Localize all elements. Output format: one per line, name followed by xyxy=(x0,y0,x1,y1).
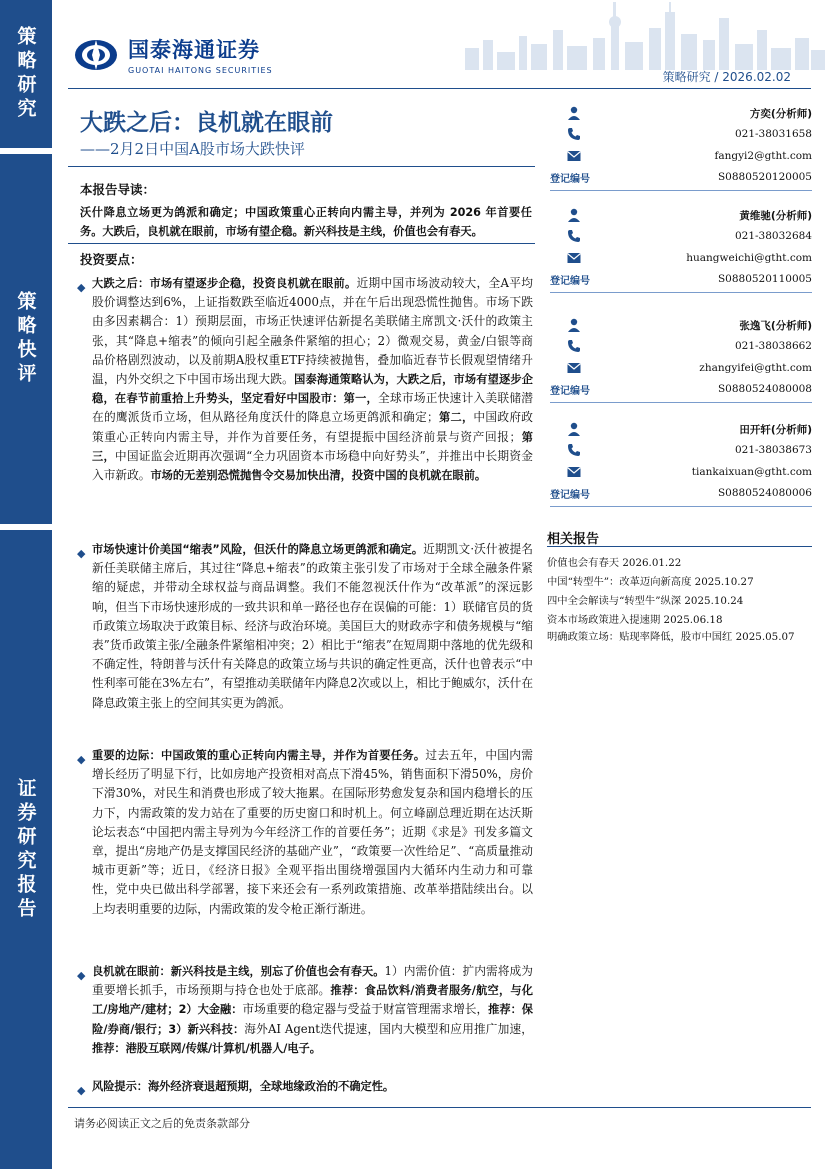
analyst-phone: 021-38031658 xyxy=(734,128,812,140)
point-1 xyxy=(78,274,533,485)
point-3-lead: 重要的边际：中国政策的重心正转向内需主导，并作为首要任务。 xyxy=(92,749,426,762)
point-1-body-1: 近期中国市场波动较大，全A平均股价调整达到6%，上证指数跌至临近4000点，并在午后出现恐慌性抛售。市场下跌由多因素耦合：1）预期层面，市场正快速评估新提名美联储主席凯文·沃什的政策主张，其“降息+缩表”的倾向引起全融条件紧缩的担心；2）微观交易，黄金/白银等商品价格剧烈波动，以及前期A股权重ETF持续被抛售，叠加临近春节长假观望情绪升温，内外交织之下中国市场出现大跌。 xyxy=(92,276,533,387)
related-report-item[interactable]: 资本市场政策进入提速期 2025.06.18 xyxy=(547,614,723,626)
analyst-phone: 021-38038662 xyxy=(734,340,812,352)
registration-label: 登记编号 xyxy=(550,173,590,185)
analyst-divider xyxy=(550,292,812,293)
analyst-phone: 021-38038673 xyxy=(734,444,812,456)
header-divider xyxy=(68,88,811,89)
analyst-email[interactable]: huangweichi@gtht.com xyxy=(686,252,812,264)
phone-icon xyxy=(566,338,582,354)
point-5 xyxy=(78,1077,533,1096)
sidebar-tab-label: 策略研究 xyxy=(14,26,37,122)
person-icon xyxy=(566,421,582,437)
email-icon xyxy=(566,360,582,376)
analyst-divider xyxy=(550,190,812,191)
company-logo xyxy=(74,34,273,75)
point-1-bold-3: 第三， xyxy=(92,430,533,463)
title-divider xyxy=(68,166,535,167)
point-1-bold-1: 国泰海通策略认为，大跌之后，市场有望逐步企稳，在春节前重拾上升势头，坚定看好中国股市：第一， xyxy=(92,373,533,406)
email-icon xyxy=(566,464,582,480)
guide-divider xyxy=(68,243,535,244)
phone-icon xyxy=(566,442,582,458)
report-subtitle: ——2月2日中国A股市场大跌快评 xyxy=(80,140,305,158)
email-icon xyxy=(566,250,582,266)
sidebar-tab-label: 策略快评 xyxy=(14,291,37,387)
point-1-bold-2: 第二， xyxy=(438,411,474,425)
person-icon xyxy=(566,105,582,121)
related-report-item[interactable]: 四中全会解读与“转型牛”纵深 2025.10.24 xyxy=(547,595,744,607)
related-reports-divider xyxy=(547,546,812,547)
diamond-bullet-icon: ◆ xyxy=(77,753,86,766)
point-3-body: 过去五年，中国内需增长经历了明显下行，比如房地产投资相对高点下滑45%，销售面积下滑50%，房价下滑30%，对民生和消费也形成了较大拖累。在国际形势愈发复杂和国内稳增长的压力下，内需政策的发力站在了重要的历史窗口和时机上。何立峰副总理近期在达沃斯论坛表态“中国把内需主导列为今年经济工作的首要任务”；近期《求是》刊发多篇文章，提出“房地产仍是支撑国民经济的基础产业”，“政策要一次性给足”、“高质量推动城市更新”等；近日，《经济日报》全观平指出围绕增强国内大循环内生动力和可靠性，党中央已做出科学部署，接下来还会有一系列政策措施、改革举措陆续出台。以上均表明重要的边际，内需政策的发令枪正渐行渐进。 xyxy=(92,748,533,916)
sidebar-tab-securities-report xyxy=(0,530,52,1169)
sidebar-tab-label: 证券研究报告 xyxy=(14,777,37,922)
point-1-body-4: 中国证监会近期再次强调“全力巩固资本市场稳中向好势头”，并推出中长期资金入市新政。 xyxy=(92,448,533,483)
phone-icon xyxy=(566,126,582,142)
related-report-item[interactable]: 中国“转型牛”：改革迈向新高度 2025.10.27 xyxy=(547,576,754,588)
point-4-body-2: 市场重要的稳定器与受益于财富管理需求增长， xyxy=(242,1002,489,1017)
email-icon xyxy=(566,148,582,164)
logo-mark-icon xyxy=(74,38,118,72)
registration-number: S0880520110005 xyxy=(717,273,812,285)
point-1-body-3: 中国政府政策重心正转向内需主导，并作为首要任务，有望提振中国经济前景与资产回报； xyxy=(92,410,533,444)
point-1-bold-4: 市场的无差别恐慌抛售令交易加快出清，投资中国的良机就在眼前。 xyxy=(150,469,487,483)
registration-label: 登记编号 xyxy=(550,275,590,287)
point-4-body-3: 海外AI Agent迭代提速，国内大模型和应用推广加速， xyxy=(244,1021,533,1036)
diamond-bullet-icon: ◆ xyxy=(77,281,86,294)
point-2-lead: 市场快速计价美国“缩表”风险，但沃什的降息立场更鸽派和确定。 xyxy=(92,543,424,556)
point-4-body-1: 1）内需价值：扩内需将成为重要增长抓手，市场预期与持仓也处于底部。 xyxy=(92,964,533,998)
diamond-bullet-icon: ◆ xyxy=(77,969,86,982)
sidebar-tab-strategy-comment xyxy=(0,154,52,524)
point-5-lead: 风险提示：海外经济衰退超预期，全球地缘政治的不确定性。 xyxy=(92,1080,395,1093)
point-4-bold-1: 推荐：食品饮料/消费者服务/航空，与化工/房地产/建材；2）大金融： xyxy=(92,984,533,1017)
point-4-bold-2: 推荐：保险/券商/银行；3）新兴科技： xyxy=(92,1003,533,1036)
guide-text: 沃什降息立场更为鸽派和确定；中国政策重心正转向内需主导，并列为 2026 年首要任务。大跌后，良机就在眼前，市场有望企稳。新兴科技是主线，价值也会有春天。 xyxy=(80,206,532,238)
points-heading: 投资要点： xyxy=(80,252,143,267)
analyst-name: 方奕(分析师) xyxy=(749,107,812,120)
analyst-email[interactable]: fangyi2@gtht.com xyxy=(714,150,812,162)
related-report-item[interactable]: 明确政策立场：贴现率降低，股市中国红 2025.05.07 xyxy=(547,631,795,643)
analyst-divider xyxy=(550,402,812,403)
registration-label: 登记编号 xyxy=(550,489,590,501)
point-1-lead: 大跌之后：市场有望逐步企稳，投资良机就在眼前。 xyxy=(92,277,357,290)
disclaimer-note: 请务必阅读正文之后的免责条款部分 xyxy=(74,1117,250,1130)
analyst-divider xyxy=(550,506,812,507)
report-category-date: 策略研究 / 2026.02.02 xyxy=(662,70,791,84)
registration-number: S0880520120005 xyxy=(717,171,812,183)
analyst-name: 张逸飞(分析师) xyxy=(739,319,812,332)
person-icon xyxy=(566,207,582,223)
analyst-phone: 021-38032684 xyxy=(734,230,812,242)
report-title: 大跌之后：良机就在眼前 xyxy=(80,110,333,136)
point-4-lead: 良机就在眼前：新兴科技是主线，别忘了价值也会有春天。 xyxy=(92,965,385,978)
logo-name-en: GUOTAI HAITONG SECURITIES xyxy=(128,66,273,75)
point-4-bold-3: 推荐：港股互联网/传媒/计算机/机器人/电子。 xyxy=(92,1041,321,1055)
phone-icon xyxy=(566,228,582,244)
registration-label: 登记编号 xyxy=(550,385,590,397)
point-3 xyxy=(78,746,533,919)
analyst-email[interactable]: zhangyifei@gtht.com xyxy=(699,362,812,374)
registration-number: S0880524080006 xyxy=(717,487,812,499)
related-reports-heading: 相关报告 xyxy=(547,532,600,547)
analyst-name: 田开轩(分析师) xyxy=(739,423,812,436)
diamond-bullet-icon: ◆ xyxy=(77,547,86,560)
guide-heading: 本报告导读： xyxy=(80,182,156,197)
logo-name-cn: 国泰海通证券 xyxy=(128,38,260,62)
diamond-bullet-icon: ◆ xyxy=(77,1084,86,1097)
footer-divider xyxy=(68,1107,811,1108)
point-2 xyxy=(78,540,533,713)
point-2-body: 近期凯文·沃什被提名新任美联储主席后，其过往“降息+缩表”的政策主张引发了市场对于全球全融条件紧缩的疑虑，并带动全球权益与商品调整。我们不能忽视沃什作为“改革派”的深远影响，但当下市场快速形成的一致共识和单一路径也存在误偏的可能：1）联储官员的货币政策立场取决于政策目标、经济与政治环境。美国巨大的财政赤字和债务规模与“缩表”货币政策主张/全融条件紧缩相冲突；2）相比于“缩表”在短周期中落地的优先级和不确定性，特朗普与沃什有关降息的政策立场与共识的确定性更高，沃什也曾表示“中性利率可能在3%左右”，有望推动美联储年内降息2次或以上，相比于鲍威尔，沃什在降息政策主张上的空间其实更为鸽派。 xyxy=(92,542,534,710)
city-skyline-icon xyxy=(455,0,827,70)
point-4 xyxy=(78,962,533,1058)
registration-number: S0880524080008 xyxy=(717,383,812,395)
sidebar-tab-strategy-research xyxy=(0,0,52,148)
analyst-email[interactable]: tiankaixuan@gtht.com xyxy=(691,466,812,478)
person-icon xyxy=(566,317,582,333)
analyst-name: 黄维驰(分析师) xyxy=(739,209,812,222)
point-1-body-2: 全球市场正快速计入美联储潜在的鹰派货币立场，但从路径角度沃什的降息立场更鸽派和确定； xyxy=(92,391,533,425)
related-report-item[interactable]: 价值也会有春天 2026.01.22 xyxy=(547,557,682,569)
